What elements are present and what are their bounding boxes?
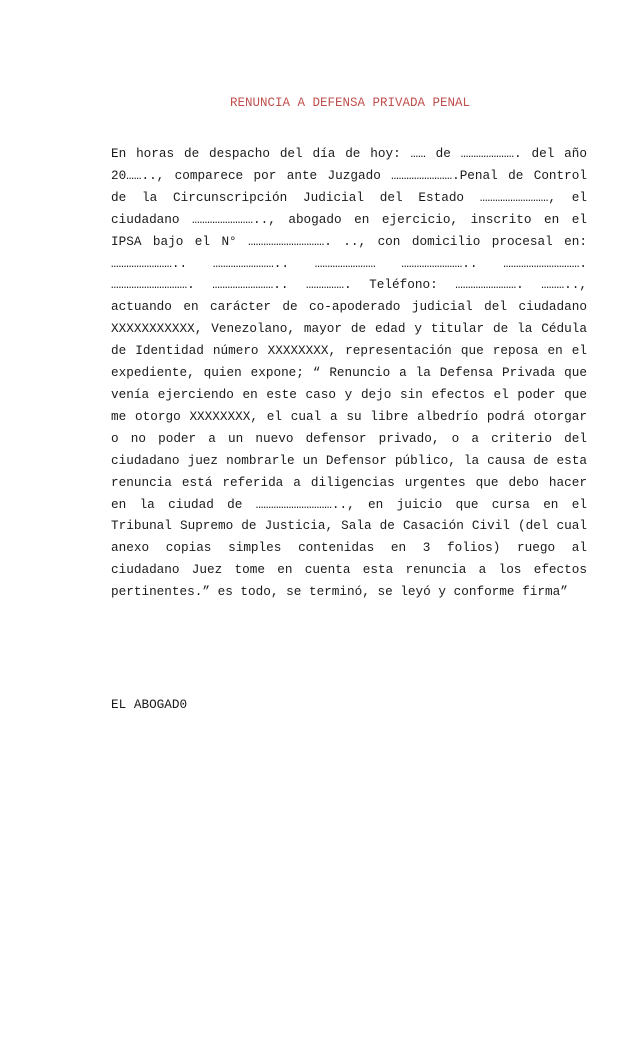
document-body-paragraph: En horas de despacho del día de hoy: …… de …………………. del año 20…….., comparece por ante Juzgado …………………….Penal de Control de la Circunscripción Judicial del Estado ………………………, el ciudadano …………………….., abogado en ejercicio, inscrito en el IPSA bajo el N° …………………………. .., con domicilio procesal en: …………………….. …………………….. …………………… …………………….. …………………………. …………………………. …………………….. ……………. Teléfono: ……………………. ……….., actuando en carácter de co-apoderado judicial del ciudadano XXXXXXXXXXX, Venezolano, mayor de edad y titular de la Cédula de Identidad número XXXXXXXX, representación que reposa en el expediente, quien expone; “ Renuncio a la Defensa Privada que venía ejerciendo en este caso y dejo sin efectos el poder que me otorgo XXXXXXXX, el cual a su libre albedrío podrá otorgar o no poder a un nuevo defensor privado, o a criterio del ciudadano juez nombrarle un Defensor público, la causa de esta renuncia está referida a diligencias urgentes que debo hacer en la ciudad de ………………………….., en juicio que cursa en el Tribunal Supremo de Justicia, Sala de Casación Civil (del cual anexo copias simples contenidas en 3 folios) ruego al ciudadano Juez tome en cuenta esta renuncia a los efectos pertinentes.” es todo, se terminó, se leyó y conforme firma” xyxy=(111,146,587,600)
signature-label: EL ABOGAD0 xyxy=(111,697,188,712)
document-title: RENUNCIA A DEFENSA PRIVADA PENAL xyxy=(229,96,471,110)
